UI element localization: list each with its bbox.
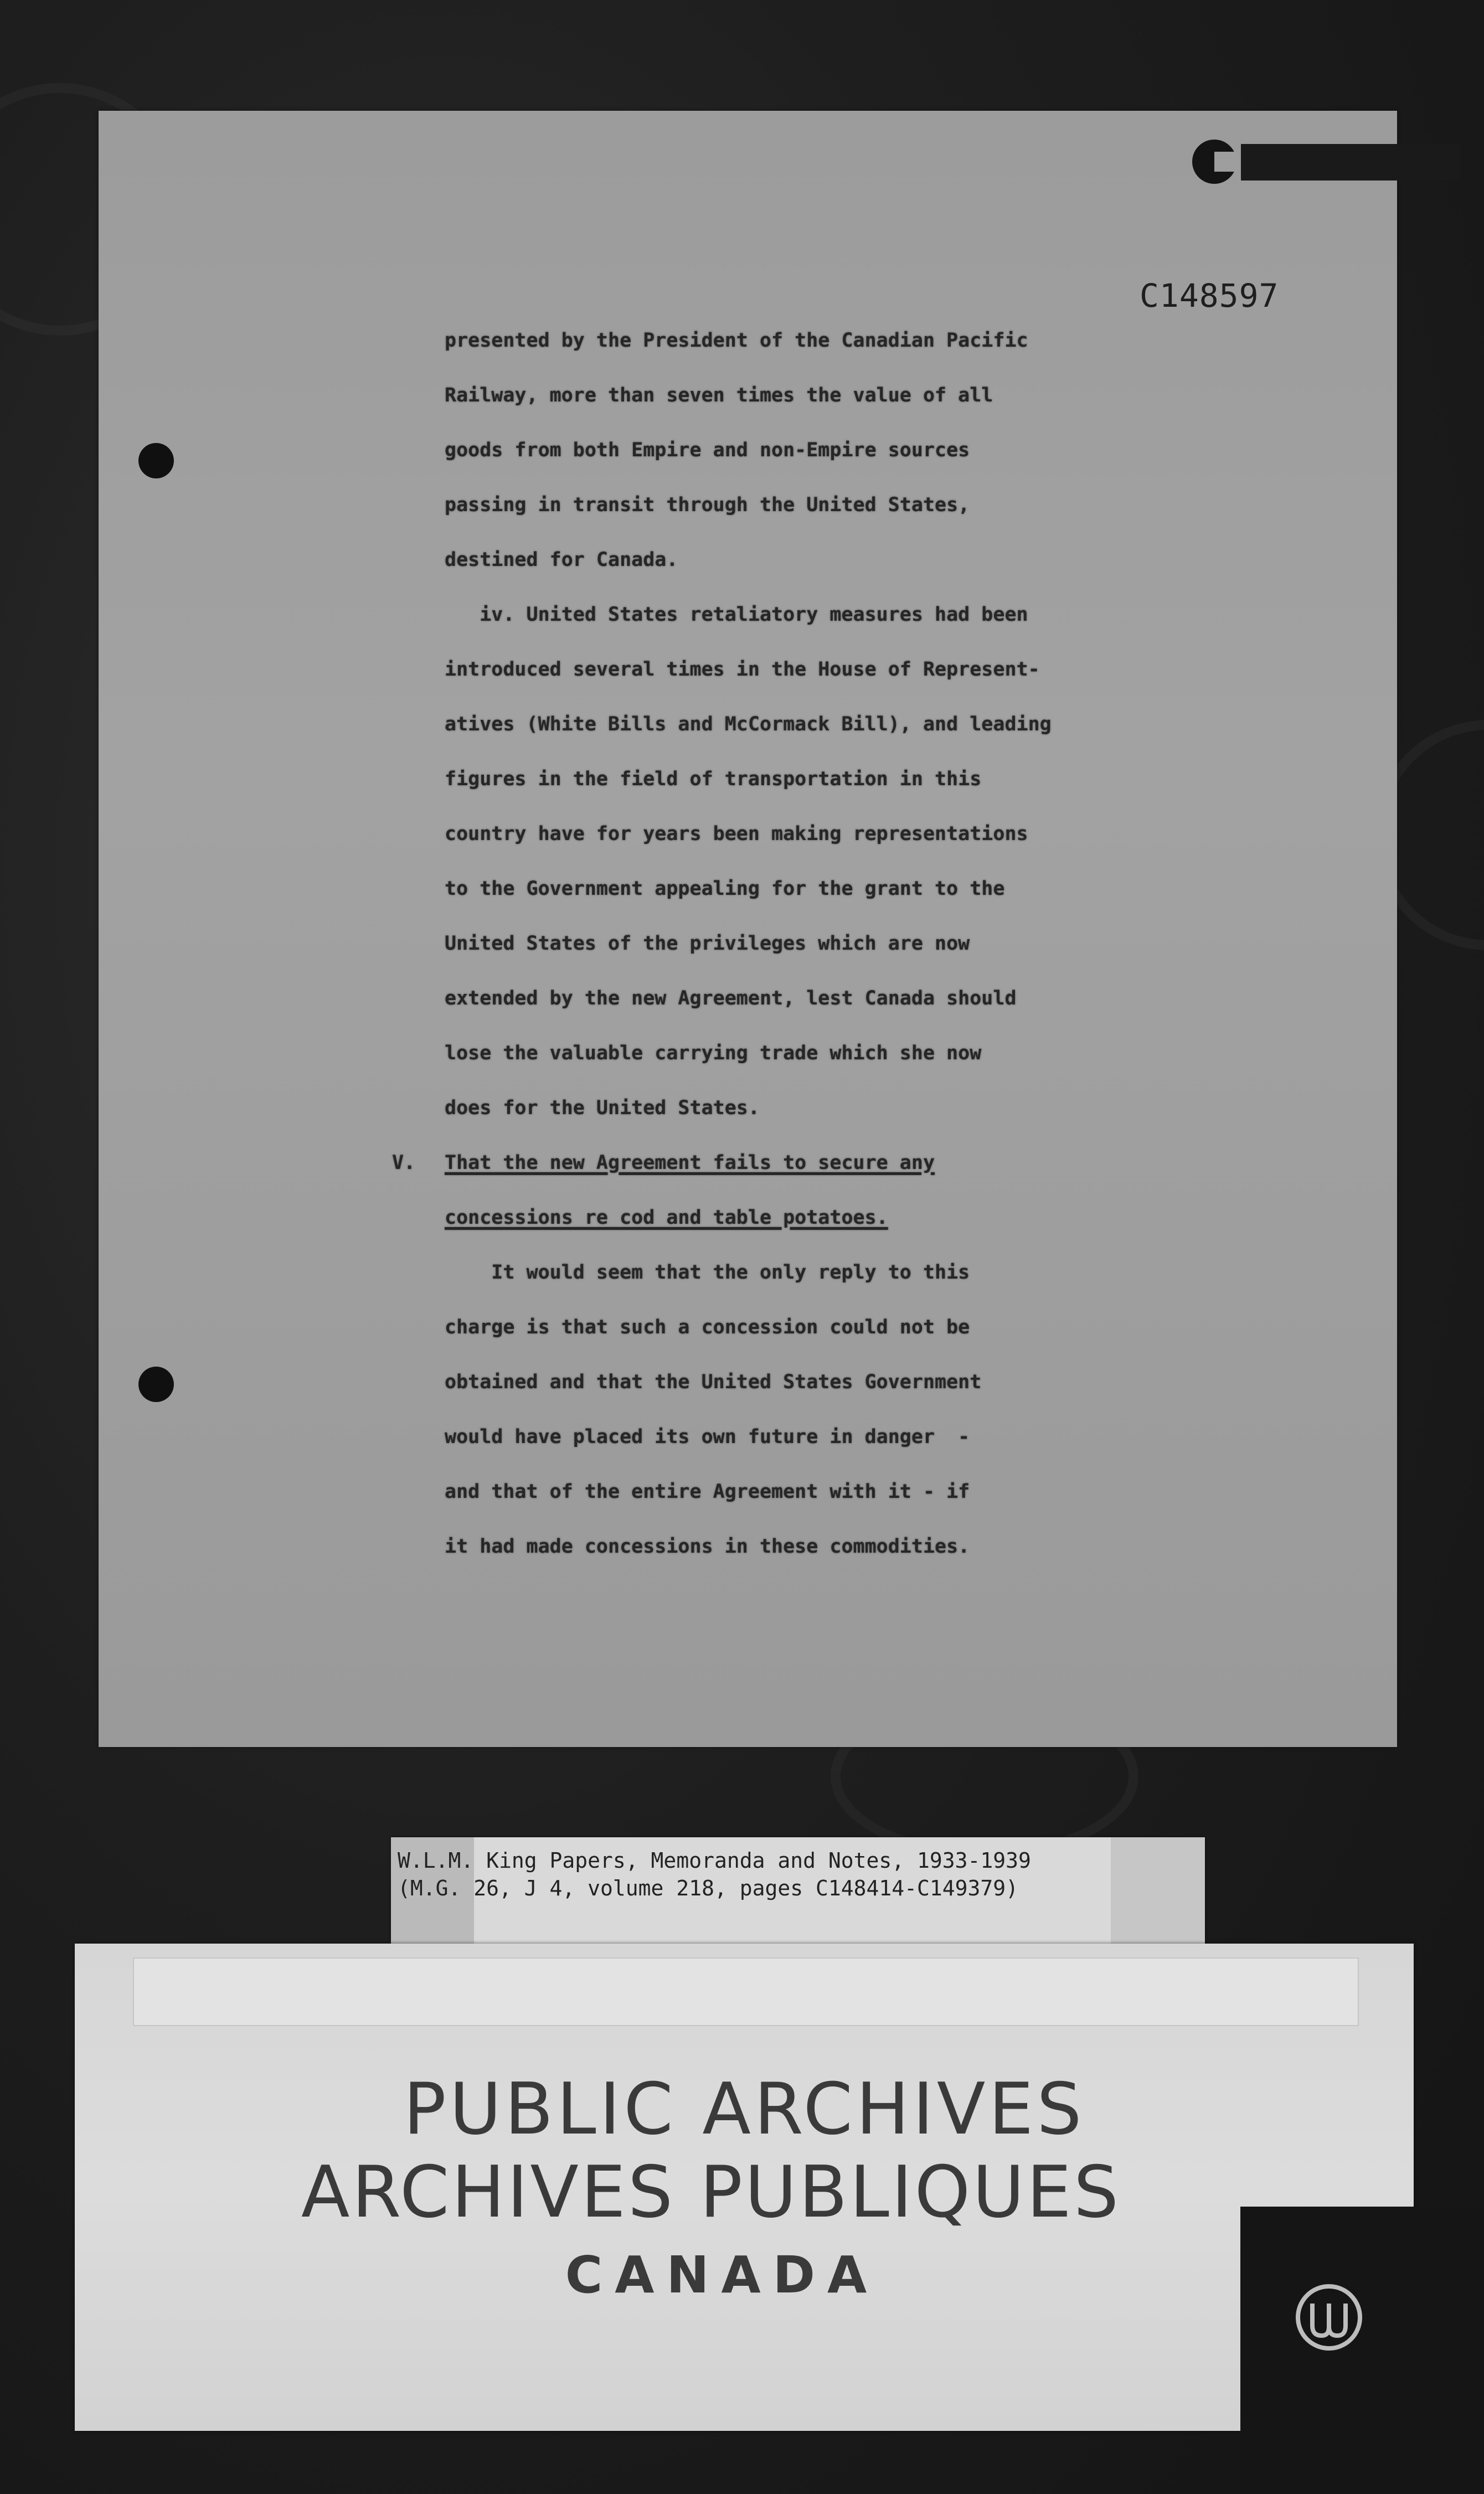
redaction-mark: [1192, 140, 1461, 184]
text-line: obtained and that the United States Government: [445, 1371, 982, 1393]
archives-logo-icon: [1293, 2281, 1365, 2353]
text-line: country have for years been making representations: [445, 823, 1028, 845]
typed-document-page: [99, 111, 1397, 1747]
text-line: Railway, more than seven times the value of all: [445, 384, 993, 406]
text-line: goods from both Empire and non-Empire sources: [445, 439, 970, 461]
text-line: United States of the privileges which are now: [445, 932, 970, 955]
section-heading-line: concessions re cod and table potatoes.: [445, 1207, 888, 1229]
redaction-bar: [1241, 144, 1460, 181]
text-line: destined for Canada.: [445, 549, 678, 571]
reference-tag: [391, 1837, 1205, 1944]
text-line: to the Government appealing for the grant to the: [445, 878, 1005, 900]
archive-label-card: [75, 1944, 1414, 2431]
reference-line-2: (M.G. 26, J 4, volume 218, pages C148414-C149379): [398, 1876, 1019, 1900]
archive-country: CANADA: [565, 2245, 879, 2305]
tape-strip: [1111, 1837, 1205, 1944]
text-line: would have placed its own future in danger -: [445, 1426, 970, 1448]
text-line: charge is that such a concession could not be: [445, 1316, 970, 1338]
archive-title-french: ARCHIVES PUBLIQUES: [301, 2151, 1121, 2234]
archive-title-english: PUBLIC ARCHIVES: [403, 2068, 1085, 2151]
reference-line-1: W.L.M. King Papers, Memoranda and Notes, 1933-1939: [398, 1848, 1031, 1873]
text-line: does for the United States.: [445, 1097, 760, 1119]
text-line: atives (White Bills and McCormack Bill), and leading: [445, 713, 1052, 735]
text-line: iv. United States retaliatory measures had been: [445, 604, 1028, 626]
text-line: extended by the new Agreement, lest Canada should: [445, 987, 1017, 1009]
tape-strip: [133, 1957, 1359, 2026]
text-line: and that of the entire Agreement with it - if: [445, 1481, 970, 1503]
punch-hole-bottom: [138, 1367, 174, 1402]
punch-hole-top: [138, 443, 174, 478]
document-body: [445, 329, 1308, 1558]
text-line: introduced several times in the House of Represent-: [445, 658, 1040, 681]
text-line: passing in transit through the United States,: [445, 494, 970, 516]
text-line: figures in the field of transportation in this: [445, 768, 982, 790]
page-number: C148597: [1140, 277, 1279, 315]
c-stamp-icon: [1192, 140, 1236, 184]
text-line: presented by the President of the Canadian Pacific: [445, 329, 1028, 352]
section-heading-line: That the new Agreement fails to secure any: [445, 1152, 935, 1174]
section-number: V.: [392, 1152, 416, 1174]
text-line: it had made concessions in these commodities.: [445, 1535, 970, 1558]
text-line: lose the valuable carrying trade which she now: [445, 1042, 982, 1064]
text-line: It would seem that the only reply to this: [445, 1261, 970, 1284]
